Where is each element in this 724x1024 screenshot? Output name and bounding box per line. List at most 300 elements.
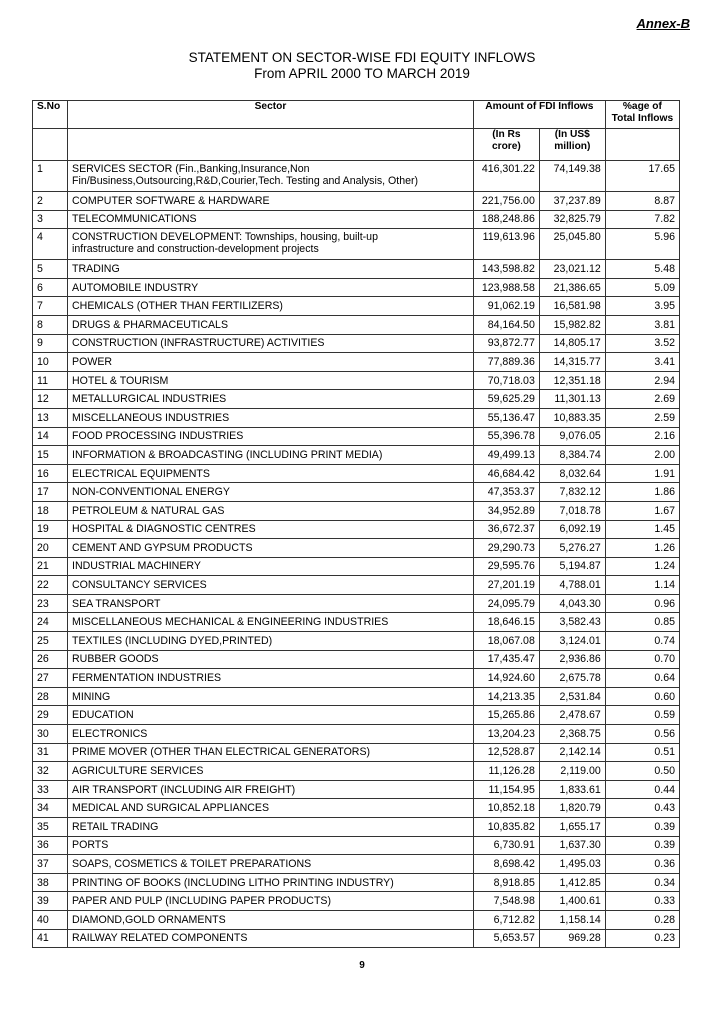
cell-sno: 2 (33, 192, 68, 211)
page-number: 9 (359, 960, 365, 971)
cell-sno: 21 (33, 557, 68, 576)
cell-usd-million: 5,276.27 (539, 539, 605, 558)
cell-rs-crore: 27,201.19 (473, 576, 539, 595)
cell-rs-crore: 188,248.86 (473, 210, 539, 229)
cell-pct-total: 0.33 (605, 892, 679, 911)
table-row (33, 278, 680, 297)
cell-sector (68, 371, 474, 390)
sector-name: HOTEL & TOURISM (72, 374, 169, 387)
table-row (33, 576, 680, 595)
sector-name: PRINTING OF BOOKS (INCLUDING LITHO PRINTING INDUSTRY) (72, 876, 394, 889)
cell-pct-total: 0.34 (605, 873, 679, 892)
cell-pct-total: 0.60 (605, 687, 679, 706)
cell-sector (68, 910, 474, 929)
cell-sector (68, 725, 474, 744)
cell-pct-total: 2.00 (605, 446, 679, 465)
cell-usd-million: 15,982.82 (539, 315, 605, 334)
table-row (33, 743, 680, 762)
cell-sno: 41 (33, 929, 68, 948)
cell-usd-million: 11,301.13 (539, 390, 605, 409)
cell-usd-million: 9,076.05 (539, 427, 605, 446)
table-row (33, 334, 680, 353)
cell-sno: 4 (33, 229, 68, 260)
cell-pct-total: 8.87 (605, 192, 679, 211)
cell-usd-million: 7,832.12 (539, 483, 605, 502)
cell-usd-million: 2,119.00 (539, 762, 605, 781)
cell-sector (68, 192, 474, 211)
cell-usd-million: 12,351.18 (539, 371, 605, 390)
cell-sector (68, 161, 474, 192)
cell-pct-total: 0.51 (605, 743, 679, 762)
cell-sno: 7 (33, 297, 68, 316)
table-row (33, 315, 680, 334)
cell-rs-crore: 24,095.79 (473, 594, 539, 613)
cell-usd-million: 4,788.01 (539, 576, 605, 595)
cell-sector (68, 632, 474, 651)
column-header-sector: Sector (68, 101, 474, 129)
cell-pct-total: 0.43 (605, 799, 679, 818)
cell-sno: 28 (33, 687, 68, 706)
column-header-pct: %age of Total Inflows (605, 101, 679, 129)
cell-sector (68, 297, 474, 316)
cell-rs-crore: 34,952.89 (473, 501, 539, 520)
table-row (33, 483, 680, 502)
cell-pct-total: 2.59 (605, 408, 679, 427)
cell-rs-crore: 13,204.23 (473, 725, 539, 744)
sector-name: CHEMICALS (OTHER THAN FERTILIZERS) (72, 300, 283, 313)
cell-pct-total: 5.48 (605, 260, 679, 279)
sector-name: FERMENTATION INDUSTRIES (72, 672, 222, 685)
cell-sector (68, 669, 474, 688)
cell-sector (68, 427, 474, 446)
cell-rs-crore: 5,653.57 (473, 929, 539, 948)
table-row (33, 353, 680, 372)
sector-name: TELECOMMUNICATIONS (72, 213, 197, 226)
table-subheader-row (33, 129, 680, 161)
sector-name: SOAPS, COSMETICS & TOILET PREPARATIONS (72, 857, 312, 870)
cell-pct-total: 3.52 (605, 334, 679, 353)
cell-rs-crore: 49,499.13 (473, 446, 539, 465)
cell-sno: 31 (33, 743, 68, 762)
sector-name: TRADING (72, 262, 120, 275)
cell-sno: 10 (33, 353, 68, 372)
cell-rs-crore: 7,548.98 (473, 892, 539, 911)
cell-usd-million: 1,833.61 (539, 780, 605, 799)
sector-name: SEA TRANSPORT (72, 597, 161, 610)
cell-rs-crore: 12,528.87 (473, 743, 539, 762)
cell-pct-total: 0.39 (605, 818, 679, 837)
sector-name: AUTOMOBILE INDUSTRY (72, 281, 199, 294)
cell-pct-total: 0.36 (605, 855, 679, 874)
cell-usd-million: 8,032.64 (539, 464, 605, 483)
cell-rs-crore: 46,684.42 (473, 464, 539, 483)
cell-sno: 36 (33, 836, 68, 855)
cell-sno: 33 (33, 780, 68, 799)
sector-name: ELECTRICAL EQUIPMENTS (72, 467, 210, 480)
sector-name: MEDICAL AND SURGICAL APPLIANCES (72, 802, 270, 815)
cell-pct-total: 0.56 (605, 725, 679, 744)
cell-sector (68, 855, 474, 874)
cell-usd-million: 2,936.86 (539, 650, 605, 669)
cell-rs-crore: 14,213.35 (473, 687, 539, 706)
cell-sno: 25 (33, 632, 68, 651)
column-header-amount: Amount of FDI Inflows (473, 101, 605, 129)
cell-usd-million: 1,820.79 (539, 799, 605, 818)
cell-sector (68, 408, 474, 427)
table-row (33, 855, 680, 874)
cell-pct-total: 0.96 (605, 594, 679, 613)
cell-pct-total: 1.45 (605, 520, 679, 539)
sector-name: PORTS (72, 839, 109, 852)
cell-sno: 15 (33, 446, 68, 465)
cell-pct-total: 0.50 (605, 762, 679, 781)
column-header-usd-million: (In US$ million) (539, 129, 605, 161)
cell-usd-million: 969.28 (539, 929, 605, 948)
cell-rs-crore: 8,698.42 (473, 855, 539, 874)
table-row (33, 799, 680, 818)
table-row (33, 210, 680, 229)
cell-rs-crore: 6,730.91 (473, 836, 539, 855)
cell-sector (68, 501, 474, 520)
cell-rs-crore: 70,718.03 (473, 371, 539, 390)
cell-sector (68, 353, 474, 372)
table-row (33, 192, 680, 211)
cell-rs-crore: 416,301.22 (473, 161, 539, 192)
cell-usd-million: 6,092.19 (539, 520, 605, 539)
cell-sector (68, 260, 474, 279)
subheader-empty-cell (605, 129, 679, 161)
sector-name: NON-CONVENTIONAL ENERGY (72, 486, 230, 499)
cell-usd-million: 14,315.77 (539, 353, 605, 372)
cell-usd-million: 2,142.14 (539, 743, 605, 762)
table-row (33, 650, 680, 669)
cell-usd-million: 21,386.65 (539, 278, 605, 297)
cell-sno: 17 (33, 483, 68, 502)
cell-pct-total: 0.39 (605, 836, 679, 855)
sector-name-continued: infrastructure and construction-development projects (72, 243, 319, 256)
cell-sector (68, 892, 474, 911)
cell-sno: 14 (33, 427, 68, 446)
cell-usd-million: 8,384.74 (539, 446, 605, 465)
cell-sno: 1 (33, 161, 68, 192)
sector-name-continued: Fin/Business,Outsourcing,R&D,Courier,Tech. Testing and Analysis, Other) (72, 175, 419, 187)
cell-rs-crore: 47,353.37 (473, 483, 539, 502)
sector-name: COMPUTER SOFTWARE & HARDWARE (72, 194, 270, 207)
sector-name: INFORMATION & BROADCASTING (INCLUDING PRINT MEDIA) (72, 448, 383, 461)
sector-name: RUBBER GOODS (72, 653, 159, 666)
cell-pct-total: 0.85 (605, 613, 679, 632)
table-row (33, 520, 680, 539)
sector-name: AIR TRANSPORT (INCLUDING AIR FREIGHT) (72, 783, 296, 796)
table-row (33, 613, 680, 632)
table-row (33, 725, 680, 744)
cell-rs-crore: 29,595.76 (473, 557, 539, 576)
cell-rs-crore: 55,396.78 (473, 427, 539, 446)
sector-name: METALLURGICAL INDUSTRIES (72, 393, 227, 406)
sector-name: TEXTILES (INCLUDING DYED,PRINTED) (72, 634, 273, 647)
cell-pct-total: 0.70 (605, 650, 679, 669)
sector-name: INDUSTRIAL MACHINERY (72, 560, 201, 573)
cell-sector (68, 576, 474, 595)
table-row (33, 408, 680, 427)
cell-sno: 20 (33, 539, 68, 558)
cell-sno: 5 (33, 260, 68, 279)
cell-pct-total: 0.74 (605, 632, 679, 651)
cell-usd-million: 1,655.17 (539, 818, 605, 837)
cell-pct-total: 0.28 (605, 910, 679, 929)
cell-rs-crore: 10,852.18 (473, 799, 539, 818)
cell-rs-crore: 77,889.36 (473, 353, 539, 372)
table-row (33, 910, 680, 929)
cell-rs-crore: 91,062.19 (473, 297, 539, 316)
cell-rs-crore: 18,067.08 (473, 632, 539, 651)
cell-usd-million: 1,158.14 (539, 910, 605, 929)
table-row (33, 669, 680, 688)
sector-name: HOSPITAL & DIAGNOSTIC CENTRES (72, 523, 256, 536)
cell-sno: 11 (33, 371, 68, 390)
sector-name: ELECTRONICS (72, 727, 148, 740)
cell-sno: 29 (33, 706, 68, 725)
cell-pct-total: 5.09 (605, 278, 679, 297)
cell-rs-crore: 11,126.28 (473, 762, 539, 781)
cell-sno: 27 (33, 669, 68, 688)
sector-name: CONSTRUCTION DEVELOPMENT: Townships, housing, built-up (72, 231, 378, 244)
cell-sector (68, 818, 474, 837)
sector-name: DRUGS & PHARMACEUTICALS (72, 318, 229, 331)
cell-usd-million: 1,495.03 (539, 855, 605, 874)
table-row (33, 557, 680, 576)
cell-sector (68, 594, 474, 613)
sector-name: PRIME MOVER (OTHER THAN ELECTRICAL GENERATORS) (72, 746, 371, 759)
cell-sector (68, 483, 474, 502)
cell-rs-crore: 55,136.47 (473, 408, 539, 427)
subheader-empty-cell (68, 129, 474, 161)
table-header-row (33, 101, 680, 129)
cell-sector (68, 706, 474, 725)
table-row (33, 632, 680, 651)
cell-sector (68, 229, 474, 260)
cell-rs-crore: 17,435.47 (473, 650, 539, 669)
cell-sector (68, 446, 474, 465)
table-row (33, 818, 680, 837)
cell-pct-total: 0.64 (605, 669, 679, 688)
cell-rs-crore: 15,265.86 (473, 706, 539, 725)
cell-rs-crore: 59,625.29 (473, 390, 539, 409)
table-row (33, 371, 680, 390)
cell-pct-total: 1.67 (605, 501, 679, 520)
cell-sector (68, 836, 474, 855)
cell-pct-total: 0.44 (605, 780, 679, 799)
cell-sno: 16 (33, 464, 68, 483)
cell-sno: 34 (33, 799, 68, 818)
sector-name: MISCELLANEOUS INDUSTRIES (72, 411, 230, 424)
sector-name: PETROLEUM & NATURAL GAS (72, 504, 225, 517)
cell-sector (68, 539, 474, 558)
table-row (33, 229, 680, 260)
sector-name: MISCELLANEOUS MECHANICAL & ENGINEERING INDUSTRIES (72, 616, 389, 629)
sector-name: CEMENT AND GYPSUM PRODUCTS (72, 541, 253, 554)
table-row (33, 836, 680, 855)
cell-sector (68, 929, 474, 948)
cell-usd-million: 1,412.85 (539, 873, 605, 892)
cell-sno: 8 (33, 315, 68, 334)
cell-sno: 40 (33, 910, 68, 929)
table-row (33, 260, 680, 279)
cell-usd-million: 37,237.89 (539, 192, 605, 211)
cell-rs-crore: 18,646.15 (473, 613, 539, 632)
subheader-empty-cell (33, 129, 68, 161)
table-row (33, 706, 680, 725)
cell-pct-total: 17.65 (605, 161, 679, 192)
cell-sector (68, 687, 474, 706)
table-row (33, 464, 680, 483)
cell-sector (68, 210, 474, 229)
table-row (33, 687, 680, 706)
cell-pct-total: 3.95 (605, 297, 679, 316)
table-row (33, 929, 680, 948)
cell-sno: 37 (33, 855, 68, 874)
cell-usd-million: 25,045.80 (539, 229, 605, 260)
cell-pct-total: 2.94 (605, 371, 679, 390)
cell-sno: 9 (33, 334, 68, 353)
cell-sector (68, 650, 474, 669)
cell-usd-million: 7,018.78 (539, 501, 605, 520)
cell-sector (68, 780, 474, 799)
cell-usd-million: 2,368.75 (539, 725, 605, 744)
cell-rs-crore: 11,154.95 (473, 780, 539, 799)
table-row (33, 297, 680, 316)
table-row (33, 501, 680, 520)
cell-sno: 12 (33, 390, 68, 409)
cell-usd-million: 23,021.12 (539, 260, 605, 279)
cell-usd-million: 74,149.38 (539, 161, 605, 192)
table-row (33, 594, 680, 613)
cell-rs-crore: 123,988.58 (473, 278, 539, 297)
cell-pct-total: 0.23 (605, 929, 679, 948)
cell-usd-million: 2,478.67 (539, 706, 605, 725)
sector-name: MINING (72, 690, 111, 703)
cell-usd-million: 3,582.43 (539, 613, 605, 632)
table-row (33, 390, 680, 409)
cell-usd-million: 1,637.30 (539, 836, 605, 855)
table-row (33, 539, 680, 558)
cell-sector (68, 390, 474, 409)
cell-sector (68, 278, 474, 297)
column-header-rs-crore: (In Rs crore) (473, 129, 539, 161)
cell-pct-total: 1.14 (605, 576, 679, 595)
cell-sector (68, 520, 474, 539)
sector-name: SERVICES SECTOR (Fin.,Banking,Insurance,Non (72, 163, 310, 175)
table-row (33, 762, 680, 781)
fdi-sector-table (32, 100, 680, 948)
sector-name: RETAIL TRADING (72, 820, 159, 833)
table-row (33, 427, 680, 446)
sector-name: FOOD PROCESSING INDUSTRIES (72, 430, 244, 443)
table-row (33, 892, 680, 911)
sector-name: DIAMOND,GOLD ORNAMENTS (72, 913, 226, 926)
cell-pct-total: 1.26 (605, 539, 679, 558)
sector-name: CONSULTANCY SERVICES (72, 579, 207, 592)
cell-pct-total: 1.91 (605, 464, 679, 483)
cell-sno: 6 (33, 278, 68, 297)
cell-rs-crore: 93,872.77 (473, 334, 539, 353)
cell-sector (68, 762, 474, 781)
document-title: STATEMENT ON SECTOR-WISE FDI EQUITY INFLOWS (188, 50, 536, 65)
cell-sector (68, 464, 474, 483)
cell-sector (68, 873, 474, 892)
cell-sector (68, 743, 474, 762)
cell-pct-total: 3.41 (605, 353, 679, 372)
cell-sno: 22 (33, 576, 68, 595)
cell-sno: 26 (33, 650, 68, 669)
cell-sector (68, 557, 474, 576)
cell-sno: 35 (33, 818, 68, 837)
cell-usd-million: 3,124.01 (539, 632, 605, 651)
cell-usd-million: 4,043.30 (539, 594, 605, 613)
sector-name: AGRICULTURE SERVICES (72, 765, 204, 778)
cell-pct-total: 2.16 (605, 427, 679, 446)
cell-sno: 19 (33, 520, 68, 539)
cell-sno: 30 (33, 725, 68, 744)
cell-pct-total: 1.86 (605, 483, 679, 502)
sector-name: POWER (72, 355, 113, 368)
cell-pct-total: 1.24 (605, 557, 679, 576)
table-row (33, 446, 680, 465)
cell-sno: 23 (33, 594, 68, 613)
table-row (33, 161, 680, 192)
sector-name: CONSTRUCTION (INFRASTRUCTURE) ACTIVITIES (72, 337, 325, 350)
table-row (33, 873, 680, 892)
column-header-sno: S.No (33, 101, 68, 129)
cell-sector (68, 334, 474, 353)
cell-pct-total: 5.96 (605, 229, 679, 260)
cell-sno: 38 (33, 873, 68, 892)
cell-sno: 18 (33, 501, 68, 520)
cell-sector (68, 315, 474, 334)
cell-usd-million: 16,581.98 (539, 297, 605, 316)
cell-rs-crore: 143,598.82 (473, 260, 539, 279)
cell-rs-crore: 6,712.82 (473, 910, 539, 929)
cell-sno: 39 (33, 892, 68, 911)
cell-pct-total: 0.59 (605, 706, 679, 725)
cell-sector (68, 613, 474, 632)
cell-usd-million: 10,883.35 (539, 408, 605, 427)
cell-rs-crore: 8,918.85 (473, 873, 539, 892)
cell-usd-million: 1,400.61 (539, 892, 605, 911)
sector-name: PAPER AND PULP (INCLUDING PAPER PRODUCTS) (72, 895, 332, 908)
cell-rs-crore: 36,672.37 (473, 520, 539, 539)
cell-pct-total: 3.81 (605, 315, 679, 334)
cell-sno: 32 (33, 762, 68, 781)
cell-sno: 3 (33, 210, 68, 229)
cell-rs-crore: 14,924.60 (473, 669, 539, 688)
cell-usd-million: 14,805.17 (539, 334, 605, 353)
cell-rs-crore: 29,290.73 (473, 539, 539, 558)
annex-label: Annex-B (636, 16, 690, 31)
cell-usd-million: 5,194.87 (539, 557, 605, 576)
cell-sno: 24 (33, 613, 68, 632)
cell-sno: 13 (33, 408, 68, 427)
cell-rs-crore: 119,613.96 (473, 229, 539, 260)
sector-name: RAILWAY RELATED COMPONENTS (72, 932, 248, 945)
cell-rs-crore: 221,756.00 (473, 192, 539, 211)
cell-usd-million: 2,675.78 (539, 669, 605, 688)
cell-rs-crore: 10,835.82 (473, 818, 539, 837)
cell-usd-million: 2,531.84 (539, 687, 605, 706)
sector-name: EDUCATION (72, 709, 134, 722)
table-row (33, 780, 680, 799)
cell-pct-total: 2.69 (605, 390, 679, 409)
